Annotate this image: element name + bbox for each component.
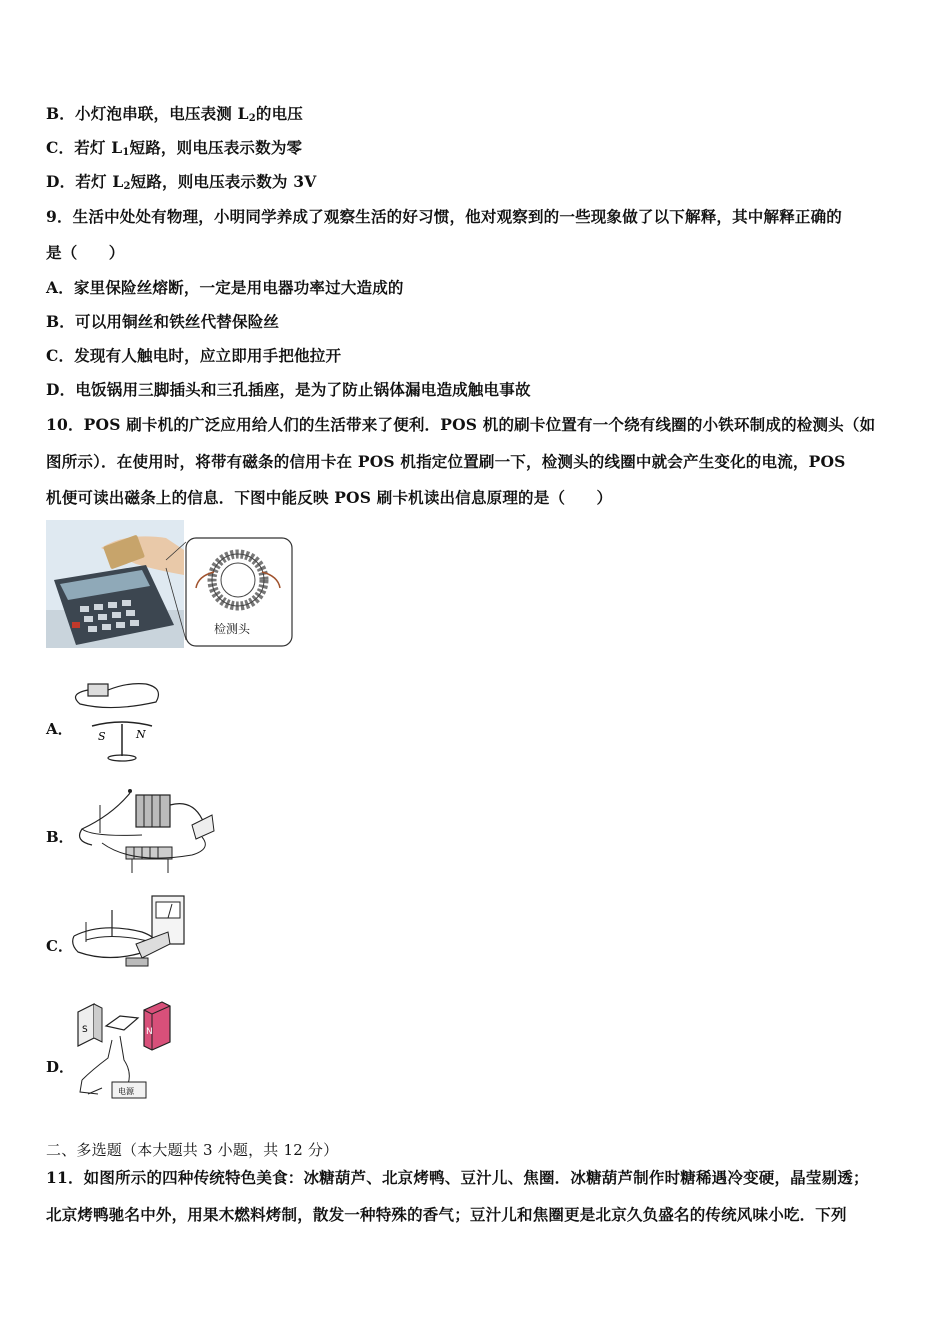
section-multi-choice-heading: 二、多选题（本大题共 3 小题，共 12 分） <box>46 1141 339 1159</box>
q8-option-c-text: C．若灯 L <box>46 138 123 157</box>
q9-option-a: A．家里保险丝熔断，一定是用电器功率过大造成的 <box>46 278 404 297</box>
q8-option-b-tail: 的电压 <box>255 104 303 123</box>
option-c-generator-circuit <box>72 892 192 972</box>
q8-option-c-sub: 1 <box>122 147 130 158</box>
option-d-s-label: S <box>82 1025 88 1035</box>
q10-option-b-label: B． <box>46 828 74 846</box>
pos-machine-figure <box>46 520 296 650</box>
q10-option-a-label: A． <box>46 720 73 738</box>
q8-option-d-tail: 短路，则电压表示数为 3V <box>130 172 317 191</box>
q10-stem-line3: 机便可读出磁条上的信息．下图中能反映 POS 刷卡机读出信息原理的是（ ） <box>46 488 613 507</box>
detection-head-caption: 检测头 <box>214 622 251 636</box>
q9-stem-line2: 是（ ） <box>46 243 125 262</box>
q9-option-c: C．发现有人触电时，应立即用手把他拉开 <box>46 346 342 365</box>
q8-option-c-tail: 短路，则电压表示数为零 <box>129 138 303 157</box>
q10-stem-line2: 图所示）．在使用时，将带有磁条的信用卡在 POS 机指定位置刷一下，检测头的线圈中就会产生变化的电流，POS <box>46 452 846 471</box>
q11-stem-line2: 北京烤鸭驰名中外，用果木燃料烤制，散发一种特殊的香气；豆汁儿和焦圈更是北京久负盛名的传统风味小吃．下列 <box>46 1205 847 1224</box>
q10-stem-line1: 10．POS 刷卡机的广泛应用给人们的生活带来了便利．POS 机的刷卡位置有一个绕有线圈的小铁环制成的检测头（如 <box>46 415 876 434</box>
q8-option-b <box>46 102 303 124</box>
q9-option-d: D．电饭锅用三脚插头和三孔插座，是为了防止锅体漏电造成触电事故 <box>46 380 531 399</box>
q8-option-d-text: D．若灯 L <box>46 172 124 191</box>
q10-option-c-label: C． <box>46 937 73 955</box>
q11-stem-line1: 11．如图所示的四种传统特色美食：冰糖葫芦、北京烤鸭、豆汁儿、焦圈．冰糖葫芦制作时糖稀遇冷变硬，晶莹剔透； <box>46 1168 869 1187</box>
option-a-n-label: N <box>136 728 146 741</box>
option-a-s-label: S <box>98 730 106 743</box>
q9-option-b: B．可以用铜丝和铁丝代替保险丝 <box>46 312 280 331</box>
option-d-power-label: 电源 <box>118 1087 134 1096</box>
option-d-n-label: N <box>146 1027 153 1037</box>
q10-option-d-label: D． <box>46 1058 75 1076</box>
q8-option-b-sub: 2 <box>248 113 256 124</box>
option-d-motor-circuit <box>72 1000 182 1104</box>
option-a-compass-circuit <box>72 678 172 768</box>
option-b-electromagnet-circuit <box>72 785 222 877</box>
q8-option-c <box>46 136 302 158</box>
q9-stem-line1: 9．生活中处处有物理，小明同学养成了观察生活的好习惯，他对观察到的一些现象做了以下解释，其中解释正确的 <box>46 207 842 226</box>
q8-option-d <box>46 170 316 192</box>
q8-option-b-text: B．小灯泡串联，电压表测 L <box>46 104 249 123</box>
q8-option-d-sub: 2 <box>123 181 131 192</box>
